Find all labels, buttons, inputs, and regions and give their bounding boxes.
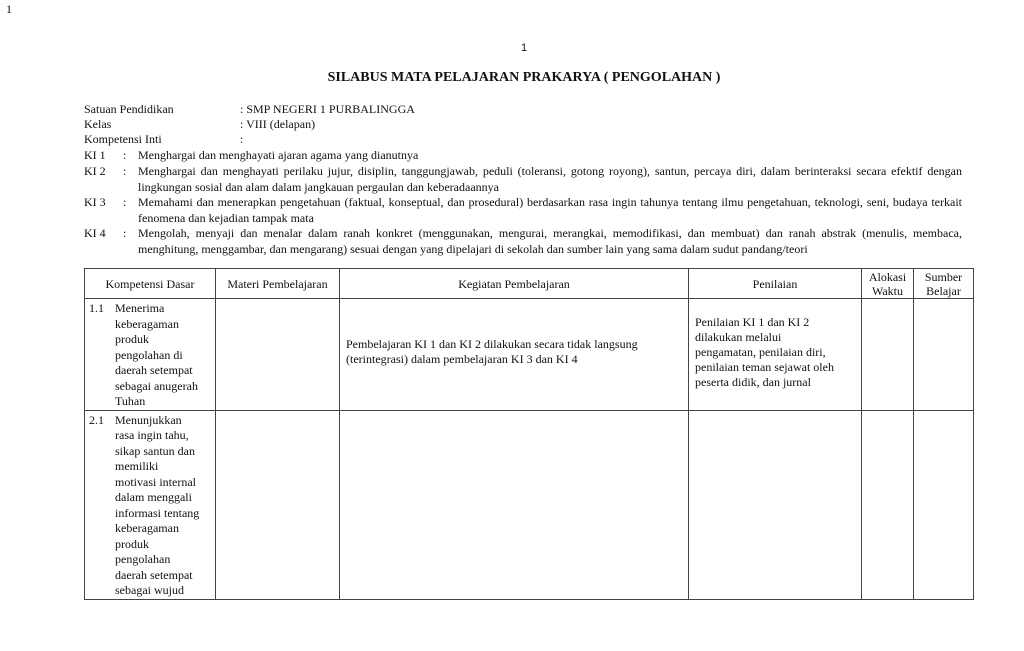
header-line: Belajar (926, 283, 961, 298)
text-line: pengolahan di (115, 347, 183, 362)
ki-code: KI 4 (84, 226, 106, 240)
syllabus-table (84, 268, 974, 600)
alokasi-cell (862, 299, 914, 411)
text-line: penilaian teman sejawat oleh (695, 360, 834, 374)
document-title: SILABUS MATA PELAJARAN PRAKARYA ( PENGOLAHAN ) (327, 70, 721, 85)
table-header-row (85, 269, 974, 299)
kegiatan-cell (340, 299, 689, 411)
header-kompetensi-dasar: Kompetensi Dasar (85, 269, 216, 299)
text-line: Penilaian KI 1 dan KI 2 (695, 315, 810, 329)
kd-text (115, 413, 215, 599)
materi-cell (216, 299, 340, 411)
ki-colon: : (123, 195, 127, 209)
ki-colon: : (123, 164, 127, 178)
text-line: Menerima (115, 301, 165, 315)
ki-text: Memahami dan menerapkan pengetahuan (faktual, konseptual, dan prosedural) berdasarkan rasa ingin tahunya tentang ilmu pengetahuan, teknologi, seni, budaya terkait fenomena dan kejadian tampak mata (138, 195, 962, 225)
info-label: Kompetensi Inti (84, 132, 162, 146)
sumber-cell (914, 410, 974, 599)
info-value: : (240, 132, 244, 146)
header-sumber-belajar (914, 269, 974, 299)
ki-item-3 (84, 195, 962, 226)
header-penilaian: Penilaian (689, 269, 862, 299)
text-line: sebagai wujud (115, 583, 184, 597)
header-line: Waktu (871, 283, 904, 298)
text-line: peserta didik, dan jurnal (695, 375, 811, 389)
kd-text (115, 301, 215, 410)
text-line: motivasi internal (115, 474, 196, 489)
info-label: Satuan Pendidikan (84, 102, 174, 116)
ki-item-2 (84, 164, 962, 195)
text-line: memiliki (115, 459, 159, 473)
ki-code: KI 1 (84, 148, 106, 162)
header-line: Sumber (924, 269, 963, 284)
sumber-cell (914, 299, 974, 411)
kd-number: 1.1 (89, 301, 104, 315)
info-label: Kelas (84, 117, 112, 131)
alokasi-cell (862, 410, 914, 599)
text-line: Menunjukkan (115, 412, 182, 427)
ki-colon: : (123, 226, 127, 240)
penilaian-cell (689, 299, 862, 411)
ki-text: Menghargai dan menghayati ajaran agama yang dianutnya (138, 148, 419, 162)
ki-code: KI 3 (84, 195, 106, 209)
kd-cell (85, 299, 216, 411)
text-line: sebagai anugerah (115, 378, 198, 393)
kd-number: 2.1 (89, 412, 104, 427)
materi-cell (216, 410, 340, 599)
kegiatan-cell (340, 410, 689, 599)
ki-text: Menghargai dan menghayati perilaku jujur, disiplin, tanggungjawab, peduli (toleransi, gotong royong), santun, percaya diri, dalam berinteraksi secara efektif dengan lingkungan sosial dan alam dalam jangkauan pergaulan dan keberadaannya (138, 164, 962, 194)
ki-code: KI 2 (84, 164, 106, 178)
text-line: sikap santun dan (115, 443, 195, 458)
ki-colon: : (123, 148, 127, 162)
text-line: dilakukan melalui (695, 330, 782, 344)
header-alokasi-waktu (862, 269, 914, 299)
ki-item-4 (84, 226, 962, 257)
text-line: keberagaman (115, 521, 179, 535)
text-line: (terintegrasi) dalam pembelajaran KI 3 dan KI 4 (346, 352, 578, 366)
text-line: dalam menggali (115, 490, 192, 504)
ki-item-1 (84, 148, 962, 164)
text-line: informasi tentang (115, 505, 200, 520)
text-line: produk (115, 536, 149, 551)
page-number: 1 (520, 42, 528, 54)
header-kegiatan-pembelajaran: Kegiatan Pembelajaran (340, 269, 689, 299)
text-line: keberagaman (115, 316, 179, 331)
ki-text: Mengolah, menyaji dan menalar dalam ranah konkret (menggunakan, mengurai, merangkai, memodifikasi, dan membuat) dan ranah abstrak (menulis, membaca, menghitung, menggambar, dan mengarang) sesuai dengan yang dipelajari di sekolah dan sumber lain yang sama dalam sudut pandang/teori (138, 226, 962, 256)
text-line: daerah setempat (115, 363, 193, 377)
header-line: Alokasi (868, 269, 907, 284)
header-materi-pembelajaran: Materi Pembelajaran (216, 269, 340, 299)
text-line: Tuhan (115, 394, 146, 408)
text-line: produk (115, 332, 149, 346)
info-value: : SMP NEGERI 1 PURBALINGGA (240, 102, 415, 116)
table-row (85, 410, 974, 599)
corner-mark: 1 (6, 2, 12, 16)
text-line: pengamatan, penilaian diri, (695, 345, 826, 359)
text-line: daerah setempat (115, 567, 193, 582)
kd-cell (85, 410, 216, 599)
text-line: pengolahan (115, 552, 171, 566)
table-row (85, 299, 974, 411)
text-line: Pembelajaran KI 1 dan KI 2 dilakukan secara tidak langsung (346, 337, 638, 351)
info-value: : VIII (delapan) (240, 117, 316, 131)
text-line: rasa ingin tahu, (115, 428, 189, 442)
penilaian-cell (689, 410, 862, 599)
